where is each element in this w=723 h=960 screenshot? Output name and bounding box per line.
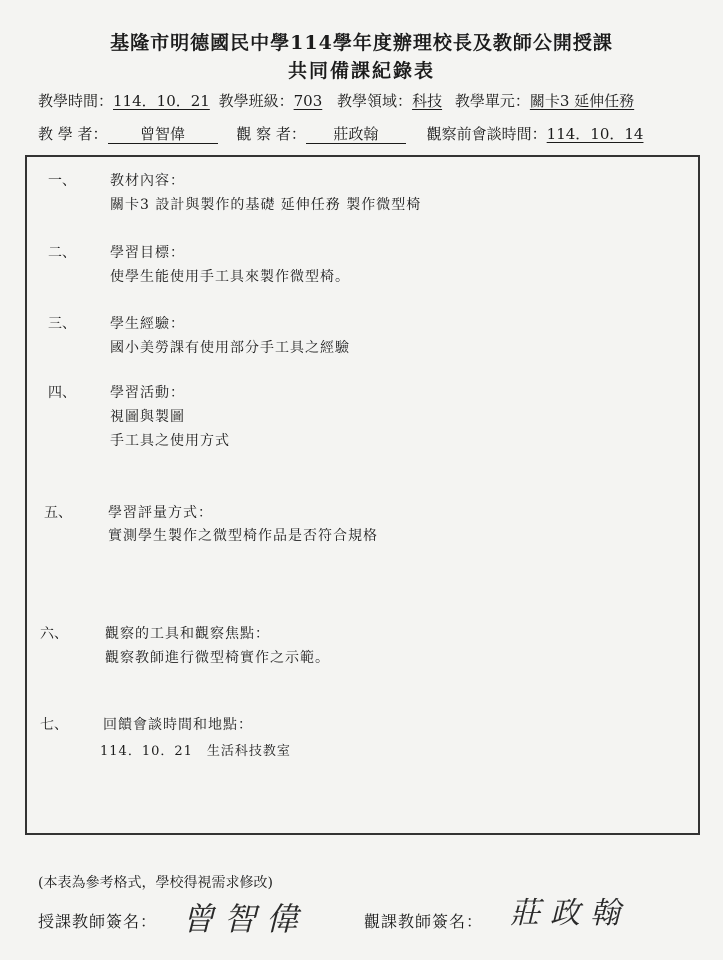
section-4-line-2: 手工具之使用方式 [110, 433, 230, 449]
section-1-line-1: 關卡3 設計與製作的基礎 延伸任務 製作微型椅 [110, 197, 422, 213]
teaching-time-label: 教學時間： [38, 92, 114, 110]
section-2-title: 學習目標： [110, 245, 185, 261]
section-3-line-1: 國小美勞課有使用部分手工具之經驗 [110, 340, 350, 356]
section-1-number: 一、 [48, 173, 76, 189]
section-2-number: 二、 [48, 245, 76, 261]
class-value: 703 [293, 92, 323, 110]
header-row-1 [38, 90, 634, 111]
section-2-line-1: 使學生能使用手工具來製作微型椅。 [110, 269, 350, 285]
section-5-line-1: 實測學生製作之微型椅作品是否符合規格 [108, 528, 378, 544]
domain-value: 科技 [412, 92, 443, 110]
section-4-title: 學習活動： [110, 385, 185, 401]
observer-sign-label: 觀課教師簽名： [364, 912, 484, 931]
form-subtitle: 共同備課紀錄表 [287, 60, 435, 82]
section-3-number: 三、 [48, 316, 76, 332]
section-6-line-1: 觀察教師進行微型椅實作之示範。 [105, 650, 330, 666]
teacher-signature: 曾智偉 [182, 900, 309, 938]
teaching-time-value: 114．10．21 [113, 92, 210, 110]
teacher-sign-label: 授課教師簽名： [38, 912, 158, 931]
section-6-number: 六、 [40, 626, 68, 642]
section-6-title: 觀察的工具和觀察焦點： [105, 626, 270, 642]
observer-value: 莊政翰 [306, 126, 406, 144]
teacher-value: 曾智偉 [108, 126, 218, 144]
section-5-number: 五、 [44, 505, 72, 521]
section-3-title: 學生經驗： [110, 316, 185, 332]
section-5-title: 學習評量方式： [108, 505, 213, 521]
section-7-title: 回饋會談時間和地點： [103, 717, 253, 733]
section-7-number: 七、 [40, 717, 68, 733]
section-4-number: 四、 [48, 385, 76, 401]
unit-value: 關卡3 延伸任務 [529, 92, 635, 110]
teacher-label: 教 學 者： [38, 125, 108, 143]
pre-meeting-label: 觀察前會談時間： [426, 125, 547, 143]
header-row-2 [38, 123, 643, 144]
unit-label: 教學單元： [454, 92, 530, 110]
observer-label: 觀 察 者： [236, 125, 306, 143]
section-7-line-1: 114．10．21 生活科技教室 [100, 744, 291, 759]
section-1-title: 教材內容： [110, 173, 185, 189]
class-label: 教學班級： [218, 92, 294, 110]
format-note: (本表為參考格式，學校得視需求修改) [38, 875, 273, 891]
observer-signature: 莊政翰 [510, 896, 630, 931]
section-4-line-1: 視圖與製圖 [110, 409, 185, 425]
form-title: 基隆市明德國民中學114學年度辦理校長及教師公開授課 [110, 32, 613, 54]
pre-meeting-value: 114．10．14 [546, 125, 644, 143]
domain-label: 教學領域： [337, 92, 413, 110]
